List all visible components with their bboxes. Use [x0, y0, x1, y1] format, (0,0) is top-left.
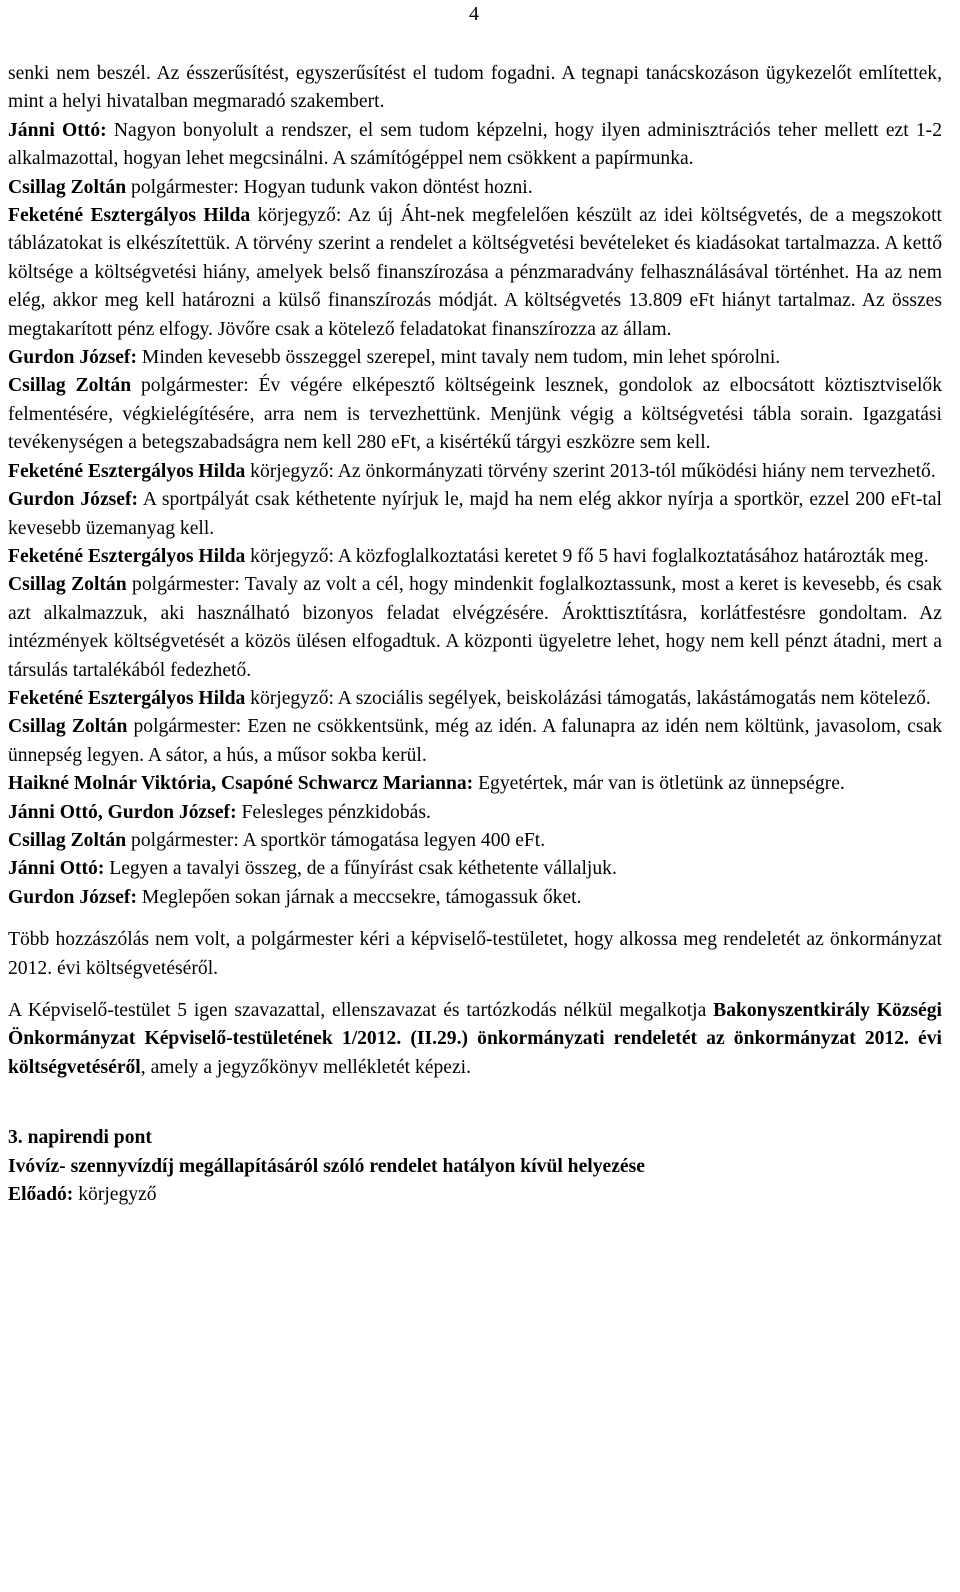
page-number: 4 — [469, 3, 479, 25]
speaker-name: Haikné Molnár Viktória, Csapóné Schwarcz Marianna: — [8, 773, 474, 795]
speech-text: senki nem beszél. Az ésszerűsítést, egyszerűsítést el tudom fogadni. A tegnapi tanácskozáson ügykezelőt említettek, mint a helyi hivatalban megmaradó szakembert. — [8, 63, 942, 113]
speech-text: körjegyző: A közfoglalkoztatási keretet 9 fő 5 havi foglalkoztatásához határozták meg. — [245, 545, 929, 567]
minutes-paragraph — [8, 486, 942, 543]
minutes-paragraph — [8, 202, 942, 344]
agenda-number — [8, 1124, 942, 1152]
closing-paragraph: Több hozzászólás nem volt, a polgármester kéri a képviselő-testületet, hogy alkossa meg rendeletét az önkormányzat 2012. évi költségvetéséről. — [8, 929, 942, 979]
speech-text: polgármester: Hogyan tudunk vakon döntést hozni. — [126, 176, 533, 198]
speaker-name: Feketéné Esztergályos Hilda — [8, 205, 251, 227]
minutes-paragraph — [8, 827, 942, 855]
decision-tail: , amely a jegyzőkönyv mellékletét képezi. — [140, 1056, 472, 1078]
speaker-name: Csillag Zoltán — [8, 375, 132, 397]
minutes-paragraph — [8, 458, 942, 486]
speech-text: Felesleges pénzkidobás. — [236, 801, 431, 823]
speaker-name: Csillag Zoltán — [8, 829, 127, 851]
speech-text: Nagyon bonyolult a rendszer, el sem tudom képzelni, hogy ilyen adminisztrációs teher mellett ezt 1-2 alkalmazottal, hogyan lehet megcsinálni. A számítógéppel nem csökkent a papírmunka. — [8, 119, 942, 170]
speaker-name: Feketéné Esztergályos Hilda — [8, 545, 246, 567]
speech-text: polgármester: Tavaly az volt a cél, hogy mindenkit foglalkoztassunk, most a keret is kevesebb, és csak azt alkalmazzuk, aki használható bizonyos feladat elvégzésére. Árokttisztításra, korlátfestésre gondoltam. Az intézmények költségvetését a közös ülésen elfogadtuk. A központi ügyeletre lehet, hogy nem kell pénzt átadni, mert a társulás tartalékából fedezhető. — [8, 574, 942, 681]
speaker-name: Feketéné Esztergályos Hilda — [8, 460, 246, 482]
document-body — [8, 60, 942, 1209]
speech-text: polgármester: Év végére elképesztő költségeink lesznek, gondolok az elbocsátott köztisztviselők felmentésére, végkielégítésére, arra nem is tervezhettünk. Menjünk végig a költségvetési tábla sorain. Igazgatási tevékenységen a betegszabadságra nem kell 280 eFt, a kisértékű tárgyi eszközre sem kell. — [8, 375, 942, 454]
speaker-name: Jánni Ottó, Gurdon József: — [8, 801, 237, 823]
minutes-paragraph — [8, 117, 942, 174]
agenda-title-text: Ivóvíz- szennyvízdíj megállapításáról szóló rendelet hatályon kívül helyezése — [8, 1155, 645, 1177]
agenda-presenter — [8, 1181, 942, 1209]
decision-lead: A Képviselő-testület 5 igen szavazattal, ellenszavazat és tartózkodás nélkül megalkotja — [8, 1000, 714, 1021]
minutes-paragraph — [8, 799, 942, 827]
agenda-title — [8, 1153, 942, 1181]
speech-text: körjegyző: A szociális segélyek, beiskolázási támogatás, lakástámogatás nem kötelező. — [245, 687, 931, 709]
minutes-paragraph — [8, 571, 942, 685]
minutes-paragraph — [8, 685, 942, 713]
speech-text: körjegyző: Az önkormányzati törvény szerint 2013-tól működési hiány nem tervezhető. — [245, 460, 936, 482]
presenter-value: körjegyző — [73, 1184, 157, 1206]
speaker-name: Gurdon József: — [8, 489, 139, 511]
presenter-label: Előadó: — [8, 1184, 74, 1206]
speaker-name: Jánni Ottó: — [8, 119, 107, 141]
speaker-name: Jánni Ottó: — [8, 858, 105, 880]
speech-text: körjegyző: Az új Áht-nek megfelelően készült az idei költségvetés, de a megszokott táblázatokat is elkészítettük. A törvény szerint a rendelet a költségvetési bevételeket és kiadásokat tartalmazza. A kettő költsége a költségvetési hiány, amelyek belső finanszírozása a pénzmaradvány felhasználásával történhet. Ha az nem elég, akkor meg kell határozni a külső finanszírozás módját. A költségvetés 13.809 eFt hiányt tartalmaz. Az összes megtakarított pénz elfogy. Jövőre csak a kötelező feladatokat finanszírozza az állam. — [8, 205, 942, 340]
speaker-name: Feketéné Esztergályos Hilda — [8, 687, 246, 709]
agenda-number-text: 3. napirendi pont — [8, 1127, 152, 1149]
speech-text: Legyen a tavalyi összeg, de a fűnyírást csak kéthetente vállaljuk. — [104, 858, 617, 880]
minutes-paragraph — [8, 543, 942, 571]
speaker-name: Gurdon József: — [8, 886, 137, 908]
minutes-paragraph — [8, 855, 942, 883]
minutes-paragraph — [8, 60, 942, 117]
minutes-paragraph — [8, 884, 942, 912]
speech-text: polgármester: Ezen ne csökkentsünk, még az idén. A falunapra az idén nem költünk, javasolom, csak ünnepség legyen. A sátor, a hús, a műsor sokba kerül. — [8, 716, 942, 766]
speaker-name: Csillag Zoltán — [8, 176, 127, 198]
speech-text: polgármester: A sportkör támogatása legyen 400 eFt. — [126, 829, 546, 851]
speech-text: Minden kevesebb összeggel szerepel, mint tavaly nem tudom, min lehet spórolni. — [137, 347, 781, 369]
speaker-name: Gurdon József: — [8, 347, 137, 369]
decree-title: Bakonyszentkirály Községi Önkormányzat Képviselő-testületének 1/2012. (II.29.) önkormányzati rendeletét az önkormányzat 2012. évi költségvetéséről — [8, 1000, 942, 1078]
speech-text: Meglepően sokan járnak a meccsekre, támogassuk őket. — [137, 886, 582, 908]
speech-text: Egyetértek, már van is ötletünk az ünnepségre. — [473, 773, 845, 795]
decision-paragraph — [8, 997, 942, 1082]
speaker-name: Csillag Zoltán — [8, 574, 127, 596]
minutes-paragraph — [8, 372, 942, 457]
minutes-dialogue — [8, 60, 942, 912]
minutes-paragraph — [8, 713, 942, 770]
speech-text: A sportpályát csak kéthetente nyírjuk le, majd ha nem elég akkor nyírja a sportkör, ezzel 200 eFt-tal kevesebb üzemanyag kell. — [8, 489, 942, 539]
minutes-paragraph — [8, 770, 942, 798]
minutes-paragraph — [8, 344, 942, 372]
minutes-paragraph — [8, 174, 942, 202]
speaker-name: Csillag Zoltán — [8, 716, 128, 738]
